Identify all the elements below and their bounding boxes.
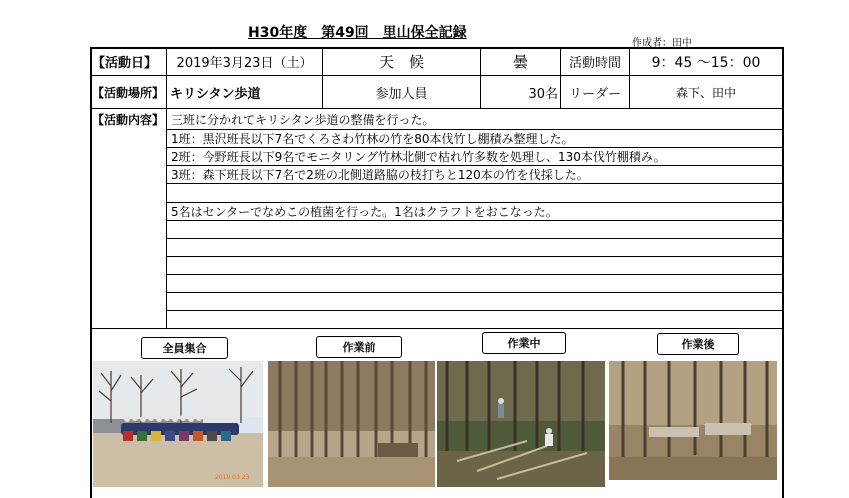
during-photo: [437, 361, 605, 487]
page-title: H30年度 第49回 里山保全記録: [248, 25, 467, 41]
content-line: 三班に分かれてキリシタン歩道の整備を行った。: [171, 113, 435, 127]
place-label: 【活動場所】: [92, 85, 165, 100]
photo-date-stamp: 2019 03 23: [215, 474, 250, 481]
photo-label-all-members: 全員集合: [141, 337, 228, 359]
content-line: 1班：黒沢班長以下7名でくろさわ竹林の竹を80本伐竹し棚積み整理した。: [171, 132, 574, 146]
content-line: 5名はセンターでなめこの植菌を行った。1名はクラフトをおこなった。: [171, 205, 558, 219]
participants-value: 30名: [528, 86, 558, 102]
after-photo: [609, 361, 777, 480]
participants-label: 参加人員: [375, 86, 428, 102]
date-value: 2019年3月23日（土）: [176, 56, 313, 71]
content-line: 3班：森下班長以下7名で2班の北側道路脇の枝打ちと120本の竹を伐採した。: [171, 168, 589, 182]
date-label: 【活動日】: [92, 56, 158, 71]
weather-value: 曇: [512, 53, 528, 71]
place-value: キリシタン歩道: [170, 86, 261, 102]
group-photo: [93, 361, 263, 487]
content-label: 【活動内容】: [92, 112, 165, 127]
time-label: 活動時間: [568, 56, 621, 71]
photo-label-during: 作業中: [482, 332, 566, 354]
time-value: 9：45 ～15：00: [651, 54, 761, 71]
author: 作成者：田中: [632, 38, 692, 49]
leader-label: リーダー: [568, 86, 621, 102]
photo-label-before: 作業前: [316, 336, 402, 358]
weather-label: 天 候: [378, 53, 424, 71]
content-line: 2班：今野班長以下9名でモニタリング竹林北側で枯れ竹多数を処理し、130本伐竹棚積み。: [171, 150, 666, 164]
photo-label-after: 作業後: [657, 333, 739, 355]
before-photo: [268, 361, 435, 487]
leader-value: 森下、田中: [675, 85, 736, 100]
